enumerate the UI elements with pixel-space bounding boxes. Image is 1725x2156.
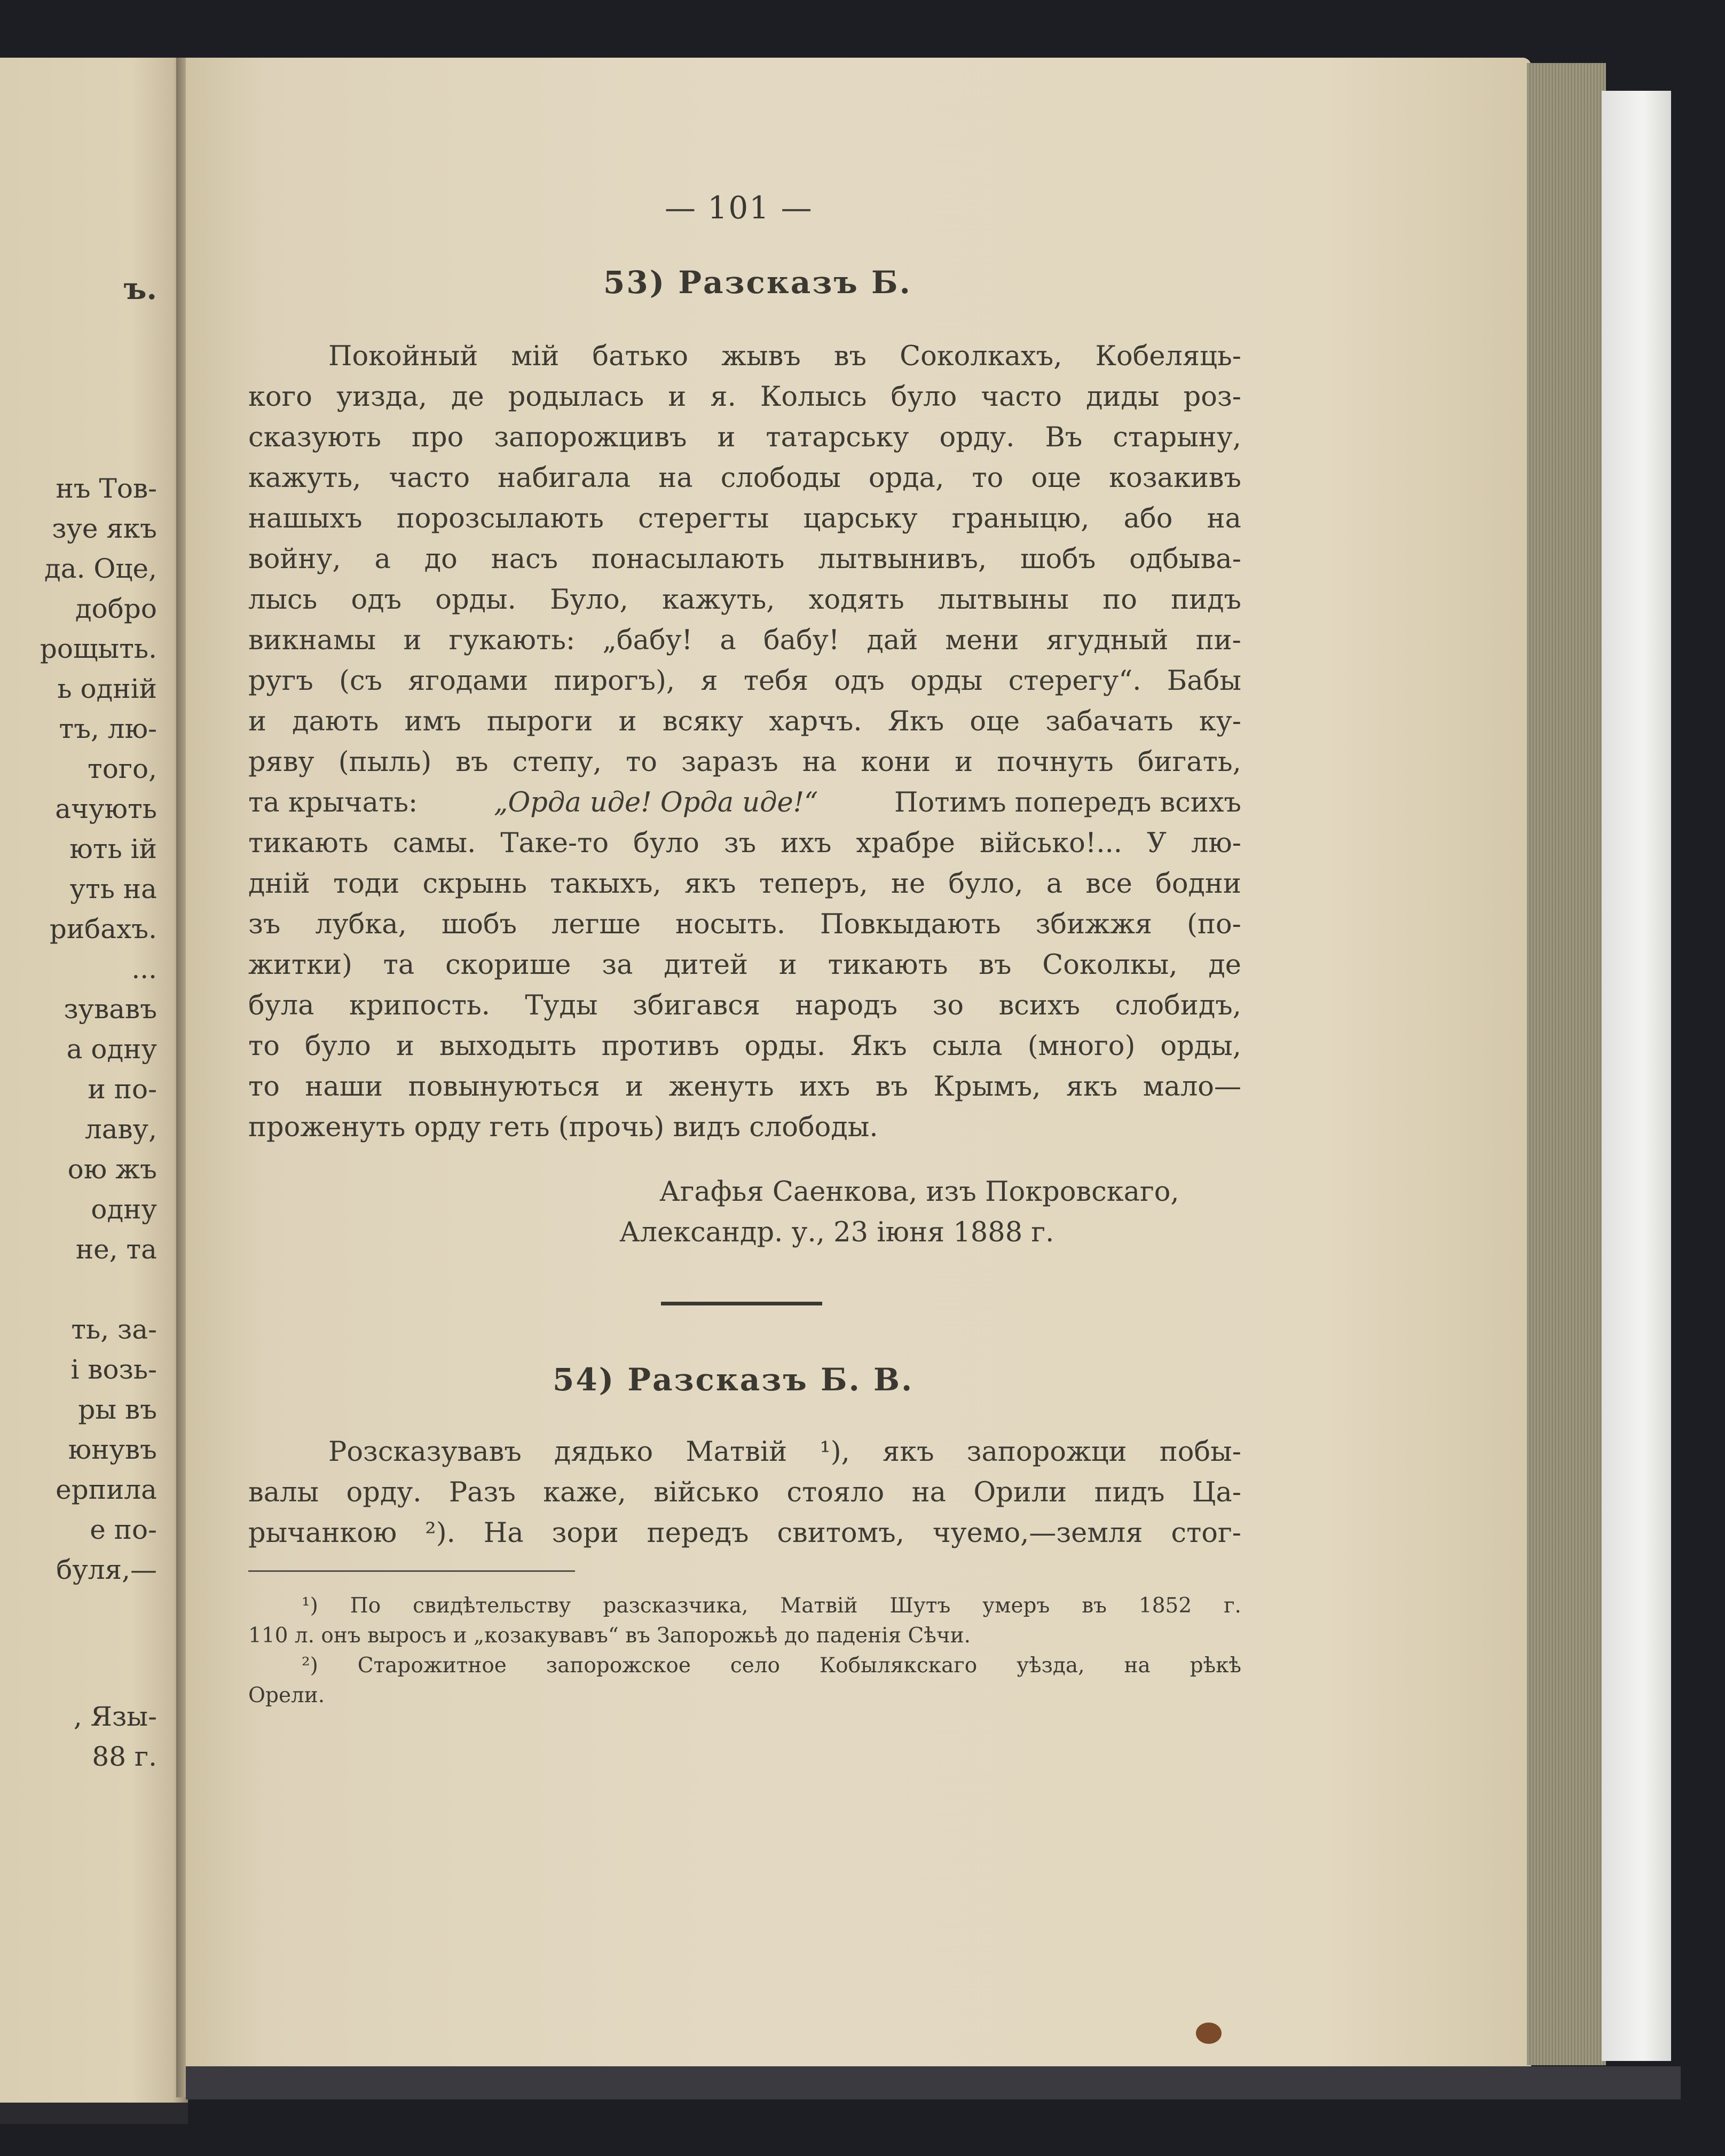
- justified-text: була крипость. Туды збигався народъ зо всихъ слобидъ,: [248, 990, 1241, 1021]
- story-54-text: [248, 1432, 1241, 1554]
- justified-text: зъ лубка, шобъ легше носыть. Повкыдають збижжя (по-: [248, 909, 1241, 940]
- justified-text: и дають имъ пыроги и всяку харчъ. Якъ оце забачать ку-: [248, 706, 1241, 737]
- text-line: [248, 823, 1241, 864]
- text-line: [248, 945, 1241, 986]
- text-line: [248, 539, 1241, 580]
- justified-text: войну, а до насъ понасылають лытвынивъ, шобъ одбыва-: [248, 544, 1241, 575]
- text-segment: Потимъ попередъ всихъ: [894, 787, 1241, 819]
- footnote-1-line-1: ¹) По свидѣтельству разсказчика, Матвій Шутъ умеръ въ 1852 г.: [302, 1594, 1241, 1618]
- left-page-line: ...: [131, 954, 157, 985]
- left-page-line: буля,—: [56, 1554, 157, 1585]
- text-line: [248, 499, 1241, 539]
- story-54-heading: 54) Разсказъ Б. В.: [553, 1362, 914, 1398]
- justified-text: нашыхъ порозсылають стерегты царську граныцю, або на: [248, 503, 1241, 534]
- left-page-line: лаву,: [84, 1114, 157, 1145]
- left-page-line: да. Оце,: [44, 553, 157, 584]
- text-line: [248, 580, 1241, 620]
- story-53-heading: 53) Разсказъ Б.: [603, 264, 912, 301]
- footnote-1-line-2: 110 л. онъ выросъ и „козакувавъ“ въ Запорожьѣ до паденія Сѣчи.: [248, 1624, 971, 1648]
- section-separator: [661, 1302, 822, 1305]
- page-number: — 101 —: [665, 190, 813, 226]
- justified-text: кого уизда, де родылась и я. Колысь було часто диды роз-: [248, 381, 1241, 413]
- justified-text: ряву (пыль) въ степу, то заразъ на кони и почнуть бигать,: [248, 746, 1241, 778]
- justified-text: ругъ (съ ягодами пирогъ), я тебя одъ орды стерегу“. Бабы: [248, 665, 1241, 697]
- text-line: [248, 1026, 1241, 1067]
- text-line: [248, 336, 1241, 377]
- justified-text: тикають самы. Таке-то було зъ ихъ храбре військо!... У лю-: [248, 828, 1241, 859]
- justified-text: лысь одъ орды. Було, кажуть, ходять лытвыны по пидъ: [248, 584, 1241, 616]
- text-line: [248, 458, 1241, 499]
- left-page-line: ачують: [55, 793, 157, 824]
- story-53-text: [248, 336, 1241, 1148]
- left-page-line: того,: [88, 753, 157, 784]
- text-line: [248, 661, 1241, 702]
- italic-quote: „Орда иде! Орда иде!“: [494, 787, 818, 819]
- book-bottom-edge: [186, 2066, 1681, 2099]
- text-line: [248, 418, 1241, 458]
- left-page-line: ють ій: [69, 833, 157, 864]
- book-cover-edge: [1602, 91, 1671, 2061]
- footnote-1: [248, 1591, 1241, 1651]
- text-line: [248, 620, 1241, 661]
- footnote-2-line-2: Орели.: [248, 1683, 325, 1708]
- text-line: [248, 702, 1241, 742]
- ink-stain: [1196, 2023, 1222, 2044]
- footnote-rule: [248, 1570, 575, 1572]
- left-page-line: добро: [75, 593, 157, 624]
- text-line: [248, 1067, 1241, 1107]
- justified-text: дній тоди скрынь такыхъ, якъ теперъ, не було, а все бодни: [248, 868, 1241, 900]
- left-page-line: ерпила: [56, 1474, 157, 1505]
- justified-text: Розсказувавъ дядько Матвій ¹), якъ запорожци побы-: [328, 1436, 1241, 1468]
- footnote-2-line-1: ²) Старожитное запорожское село Кобылякскаго уѣзда, на рѣкѣ: [302, 1654, 1241, 1678]
- text-line: проженуть орду геть (прочь) видъ слободы.: [248, 1112, 878, 1143]
- left-page-line: нъ Тов-: [56, 473, 157, 504]
- left-page-line: одну: [91, 1194, 157, 1225]
- left-page-line: не, та: [75, 1234, 157, 1265]
- text-line: [248, 904, 1241, 945]
- left-page-line: ою жъ: [67, 1154, 157, 1185]
- left-page-line: е по-: [90, 1514, 157, 1545]
- text-line: [248, 742, 1241, 783]
- left-page-line: и по-: [88, 1074, 157, 1105]
- left-page-line: і возь-: [70, 1354, 157, 1385]
- text-segment: та крычать:: [248, 787, 418, 819]
- left-page-line: [40, 1270, 157, 1310]
- justified-text: Покойный мій батько жывъ въ Соколкахъ, Кобеляць-: [328, 341, 1241, 372]
- previous-page: [0, 58, 188, 2124]
- left-page-fragment: ъ.: [123, 271, 157, 306]
- justified-text: сказують про запорожцивъ и татарську орду. Въ старыну,: [248, 422, 1241, 453]
- justified-text: кажуть, часто набигала на слободы орда, то оце козакивъ: [248, 462, 1241, 494]
- left-page-bottom-line: , Язы-: [73, 1701, 157, 1732]
- justified-text: житки) та скорише за дитей и тикають въ Соколкы, де: [248, 949, 1241, 981]
- page-edges: [1527, 63, 1606, 2065]
- text-line: [248, 1513, 1241, 1554]
- left-page-line: зуе якъ: [52, 513, 157, 544]
- text-line-with-quote: [248, 783, 1241, 823]
- left-page-line: зувавъ: [64, 994, 157, 1025]
- justified-text: рычанкою ²). На зори передъ свитомъ, чуемо,—земля стог-: [248, 1517, 1241, 1549]
- left-page-line: ть, за-: [71, 1314, 157, 1345]
- story-53-signature-place-date: Александр. у., 23 іюня 1888 г.: [619, 1217, 1054, 1248]
- left-page-line: рощыть.: [40, 633, 157, 664]
- text-line: [248, 864, 1241, 904]
- justified-text: викнамы и гукають: „бабу! а бабу! дай мени ягудный пи-: [248, 625, 1241, 656]
- left-page-line: рибахъ.: [49, 914, 157, 945]
- left-page-bottom-line: 88 г.: [92, 1741, 157, 1772]
- text-line: [248, 1473, 1241, 1513]
- left-page-text: [40, 469, 157, 1590]
- justified-text: валы орду. Разъ каже, військо стояло на Орили пидъ Ца-: [248, 1477, 1241, 1508]
- justified-text: то було и выходыть противъ орды. Якъ сыла (много) орды,: [248, 1030, 1241, 1062]
- left-page-line: ры въ: [78, 1394, 157, 1425]
- justified-text: то наши повынуються и женуть ихъ въ Крымъ, якъ мало—: [248, 1071, 1241, 1103]
- left-page-line: ь одній: [57, 673, 157, 704]
- left-page-line: тъ, лю-: [59, 713, 157, 744]
- text-line: [248, 1432, 1241, 1473]
- left-page-line: уть на: [69, 874, 157, 904]
- footnote-2: [248, 1651, 1241, 1711]
- left-page-line: а одну: [66, 1034, 157, 1065]
- text-line: [248, 377, 1241, 418]
- text-line: [248, 986, 1241, 1026]
- story-53-signature-name: Агафья Саенкова, изъ Покровскаго,: [659, 1176, 1179, 1208]
- left-page-line: юнувъ: [68, 1434, 157, 1465]
- left-page-bottom-text: [74, 1697, 157, 1777]
